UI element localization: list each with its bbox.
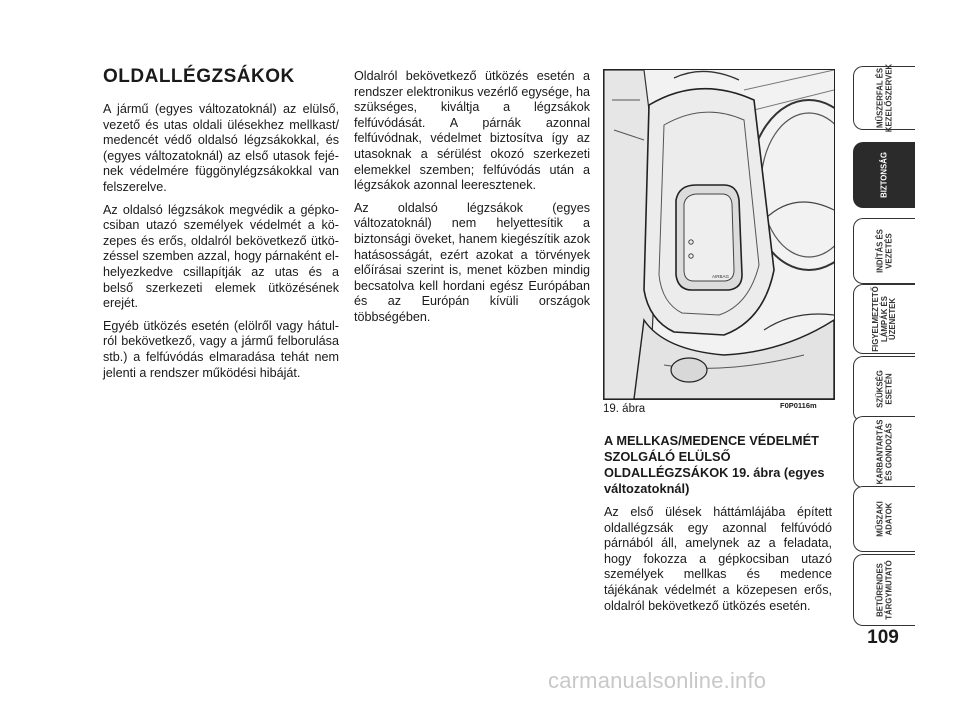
tab-label: BETŰRENDES TÁRGYMUTATÓ [874, 560, 893, 620]
figure-caption: 19. ábra [603, 403, 646, 415]
tab-label: INDÍTÁS ÉS VEZETÉS [874, 229, 893, 273]
tab-biztonsag[interactable] [853, 142, 915, 208]
tab-label: KARBANTARTÁS ÉS GONDOZÁS [874, 419, 893, 485]
paragraph: Egyéb ütközés esetén (elölről vagy hátulról bekövetkező, vagy a jármű felborulása stb.) a felfúvódás elmaradása tehát nem jelenti a rendszer működési hibáját. [103, 318, 339, 380]
tab-muszaki[interactable] [853, 486, 915, 552]
paragraph: Oldalról bekövetkező ütközés esetén a rendszer elektronikus vezérlő egysége, ha szükséges, kiváltja a légzsákok felfúvódását. A párnák azonnal felfúvódnak, védelmet biztosítva így az utasoknak a sérülést okozó szerkezeti elemekkel szemben; felfúvódás után a légzsákok azonnal leeresztenek. [354, 69, 590, 193]
text-column-right [604, 433, 832, 621]
tab-betutrend[interactable] [853, 554, 915, 626]
watermark: carmanualsonline.info [548, 668, 767, 693]
section-title: OLDALLÉGZSÁKOK [103, 66, 295, 87]
tab-muszerfal[interactable] [853, 63, 915, 133]
page-number: 109 [867, 627, 899, 648]
tab-label: MŰSZERFAL ÉS KEZELŐSZERVEK [874, 63, 893, 133]
tab-label: BIZTONSÁG [879, 152, 889, 198]
seat-airbag-illustration [603, 69, 835, 400]
text-column-left [103, 102, 339, 388]
tab-inditas[interactable] [853, 218, 915, 284]
tab-szukseg[interactable] [853, 356, 915, 422]
tab-figyelmezteto[interactable] [853, 284, 915, 354]
tab-label: MŰSZAKI ADATOK [874, 501, 893, 537]
paragraph: Az oldalsó légzsákok megvédik a gépkocsiban utazó személyek védelmét a közepes és erős, oldalról bekövetkező ütközéssel szemben azzal, hogy párnaként elhelyezkedve csillapítják az utas és a belső szerkezeti elemek ütközésének erejét. [103, 202, 339, 311]
paragraph: Az első ülések háttámlájába épített oldallégzsák egy azonnal felfúvódó párnából áll, amelynek az a feladata, hogy fokozza a gépkocsiban utazó személyek mellkas és medence tájékának védelmét a közepesen erős, oldalról bekövetkező ütközés esetén. [604, 505, 832, 613]
paragraph: A jármű (egyes változatoknál) az elülső, vezető és utas oldali ülésekhez mellkast/ medencét védő oldalsó légzsákokkal, és (egyes változatoknál) az első utasok fejének védelmére függönylégzsákokkal van felszerelve. [103, 102, 339, 194]
subsection-heading: A MELLKAS/MEDENCE VÉDELMÉT SZOLGÁLÓ ELÜLSŐ OLDALLÉGZSÁKOK 19. ábra (egyes változatoknál) [604, 433, 825, 496]
airbag-badge-label: AIRBAG [712, 274, 730, 279]
tab-karbantartas[interactable] [853, 416, 915, 488]
seat-drawing [604, 70, 834, 399]
figure-code: F0P0116m [780, 401, 817, 410]
tab-label: SZÜKSÉG ESETÉN [874, 370, 893, 408]
paragraph: Az oldalsó légzsákok (egyes változatoknál) nem helyettesítik a biztonsági öveket, hanem kiegészítik azok hatásosságát, ezért azokat a törvények előírásai szerint is, menet közben mindig becsatolva kell hordani egész Európában és az Európán kívüli országok többségében. [354, 200, 590, 324]
text-column-middle [354, 69, 590, 333]
tab-label: FIGYELMEZTETŐ LÁMPÁK ÉS ÜZENETEK [870, 286, 897, 352]
